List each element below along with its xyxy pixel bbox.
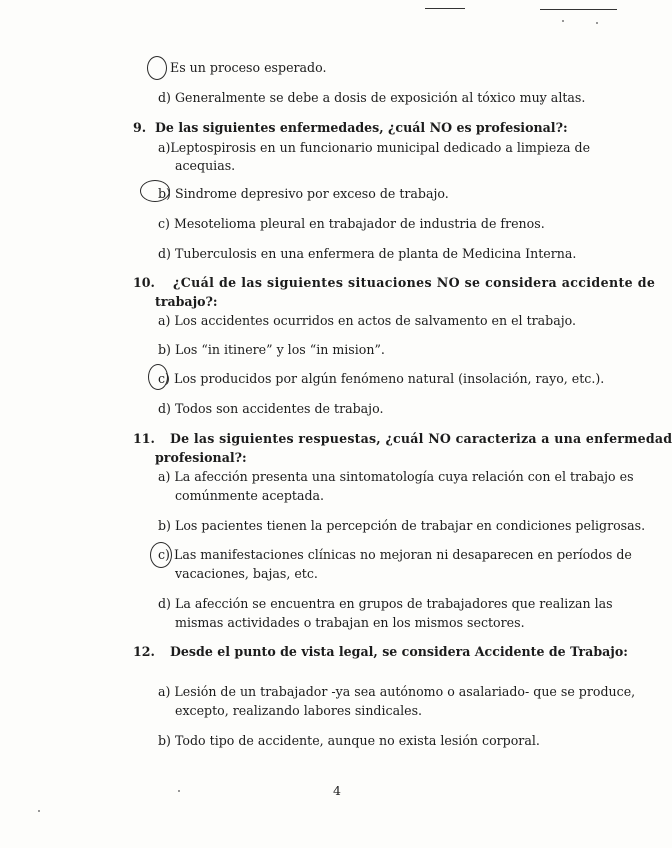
q11-option-b: b) Los pacientes tienen la percepción de trabajar en condiciones peligrosas. xyxy=(158,518,646,533)
q11-option-d-cont: mismas actividades o trabajan en los mismos sectores. xyxy=(175,615,525,630)
q11-question-cont: profesional?: xyxy=(155,450,247,465)
q10-option-b: b) Los “in itinere” y los “in mision”. xyxy=(158,342,385,357)
q12-number: 12. xyxy=(133,644,155,659)
scan-speck xyxy=(38,810,40,812)
q9-option-b: b) Sindrome depresivo por exceso de trabajo. xyxy=(158,186,449,201)
q8-option-d: d) Generalmente se debe a dosis de exposición al tóxico muy altas. xyxy=(158,90,586,105)
q10-question: ¿Cuál de las siguientes situaciones NO se considera accidente de xyxy=(173,275,656,290)
q11-option-d: d) La afección se encuentra en grupos de trabajadores que realizan las xyxy=(158,596,613,611)
scan-line xyxy=(425,8,465,9)
q9-question: De las siguientes enfermedades, ¿cuál NO es profesional?: xyxy=(155,120,568,135)
q9-number: 9. xyxy=(133,120,147,135)
q9-option-d: d) Tuberculosis en una enfermera de planta de Medicina Interna. xyxy=(158,246,577,261)
q10-number: 10. xyxy=(133,275,155,290)
q10-option-c: c) Los producidos por algún fenómeno natural (insolación, rayo, etc.). xyxy=(158,371,605,386)
scan-speck xyxy=(178,790,180,792)
q11-option-c-cont: vacaciones, bajas, etc. xyxy=(175,566,318,581)
scan-speck xyxy=(562,20,564,22)
q11-number: 11. xyxy=(133,431,155,446)
q12-option-a: a) Lesión de un trabajador -ya sea autónomo o asalariado- que se produce, xyxy=(158,684,636,699)
q8-option-c: Es un proceso esperado. xyxy=(170,60,327,75)
q9-option-a-cont: acequias. xyxy=(175,158,236,173)
handwritten-answer-circle xyxy=(147,56,167,80)
page-number: 4 xyxy=(333,783,341,798)
scan-line xyxy=(540,9,617,10)
q9-option-a: a)Leptospirosis en un funcionario municipal dedicado a limpieza de xyxy=(158,140,591,155)
q11-option-a: a) La afección presenta una sintomatología cuya relación con el trabajo es xyxy=(158,469,634,484)
q11-option-a-cont: comúnmente aceptada. xyxy=(175,488,325,503)
q9-option-c: c) Mesotelioma pleural en trabajador de industria de frenos. xyxy=(158,216,545,231)
scan-speck xyxy=(596,22,598,24)
q10-option-a: a) Los accidentes ocurridos en actos de salvamento en el trabajo. xyxy=(158,313,577,328)
q10-question-cont: trabajo?: xyxy=(155,294,218,309)
q11-option-c: c) Las manifestaciones clínicas no mejoran ni desaparecen en períodos de xyxy=(158,547,632,562)
q12-option-b: b) Todo tipo de accidente, aunque no exista lesión corporal. xyxy=(158,733,540,748)
q10-option-d: d) Todos son accidentes de trabajo. xyxy=(158,401,384,416)
q12-question: Desde el punto de vista legal, se considera Accidente de Trabajo: xyxy=(170,644,628,659)
q11-question: De las siguientes respuestas, ¿cuál NO caracteriza a una enfermedad xyxy=(170,431,672,446)
q12-option-a-cont: excepto, realizando labores sindicales. xyxy=(175,703,423,718)
